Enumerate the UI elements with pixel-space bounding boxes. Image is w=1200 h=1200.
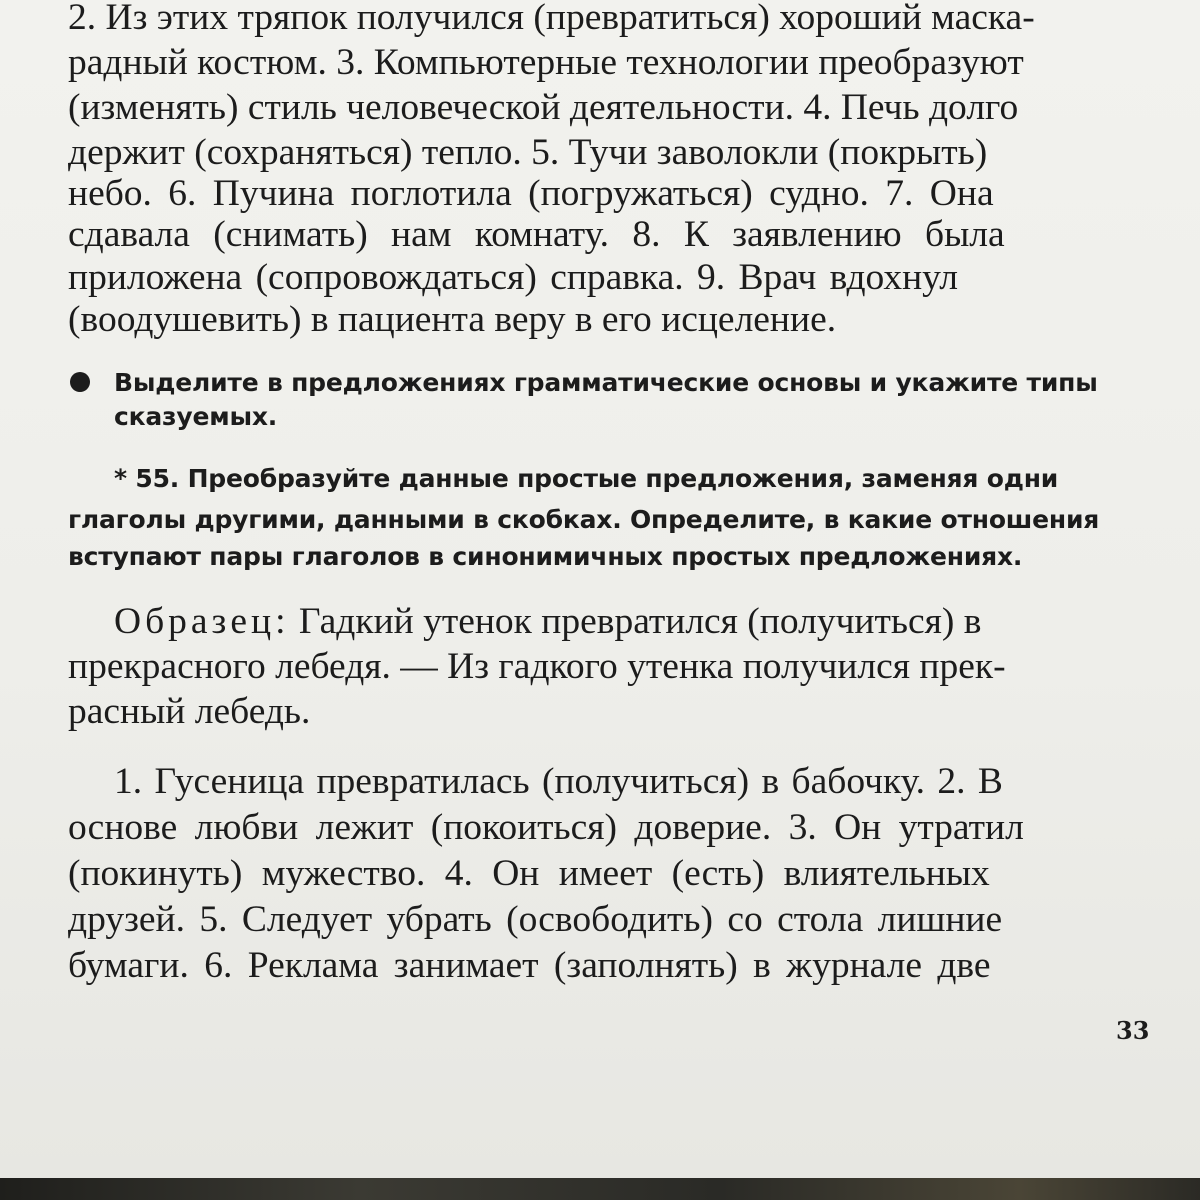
text-line: (изменять) стиль человеческой деятельности. 4. Печь долго [68, 87, 1019, 128]
text-line [114, 600, 981, 643]
text-line: сказуемых. [114, 402, 278, 431]
text-line: держит (сохраняться) тепло. 5. Тучи заволокли (покрыть) [68, 132, 988, 173]
text-line: приложена (сопровождаться) справка. 9. Врач вдохнул [68, 257, 958, 298]
sample-label: Образец: [114, 601, 290, 642]
text-line: (воодушевить) в пациента веру в его исцеление. [68, 299, 837, 340]
text-line: прекрасного лебедя. — Из гадкого утенка получился прек- [68, 646, 1006, 687]
sample-text: Гадкий утенок превратился (получиться) в [289, 601, 982, 642]
text-line: 2. Из этих тряпок получился (превратиться) хороший маска- [68, 0, 1035, 38]
text-line: Выделите в предложениях грамматические основы и укажите типы [114, 368, 1098, 397]
background-edge [0, 1178, 1200, 1200]
text-line: глаголы другими, данными в скобках. Определите, в какие отношения [68, 505, 1100, 534]
page-number: 33 [1116, 1016, 1150, 1045]
text-line: сдавала (снимать) нам комнату. 8. К заявлению была [68, 214, 1005, 255]
bullet-icon [70, 372, 90, 392]
text-line: бумаги. 6. Реклама занимает (заполнять) в журнале две [68, 945, 991, 986]
text-line: вступают пары глаголов в синонимичных простых предложениях. [68, 542, 1023, 571]
text-line: основе любви лежит (покоиться) доверие. 3. Он утратил [68, 807, 1024, 848]
text-line: 1. Гусеница превратилась (получиться) в бабочку. 2. В [114, 761, 1003, 802]
text-line: расный лебедь. [68, 691, 311, 732]
text-line: (покинуть) мужество. 4. Он имеет (есть) влиятельных [68, 853, 990, 894]
text-line: радный костюм. 3. Компьютерные технологии преобразуют [68, 42, 1024, 83]
text-line: друзей. 5. Следует убрать (освободить) со стола лишние [68, 899, 1003, 940]
text-line: небо. 6. Пучина поглотила (погружаться) судно. 7. Она [68, 173, 994, 214]
exercise-number-heading: * 55. Преобразуйте данные простые предложения, заменяя одни [114, 464, 1059, 493]
